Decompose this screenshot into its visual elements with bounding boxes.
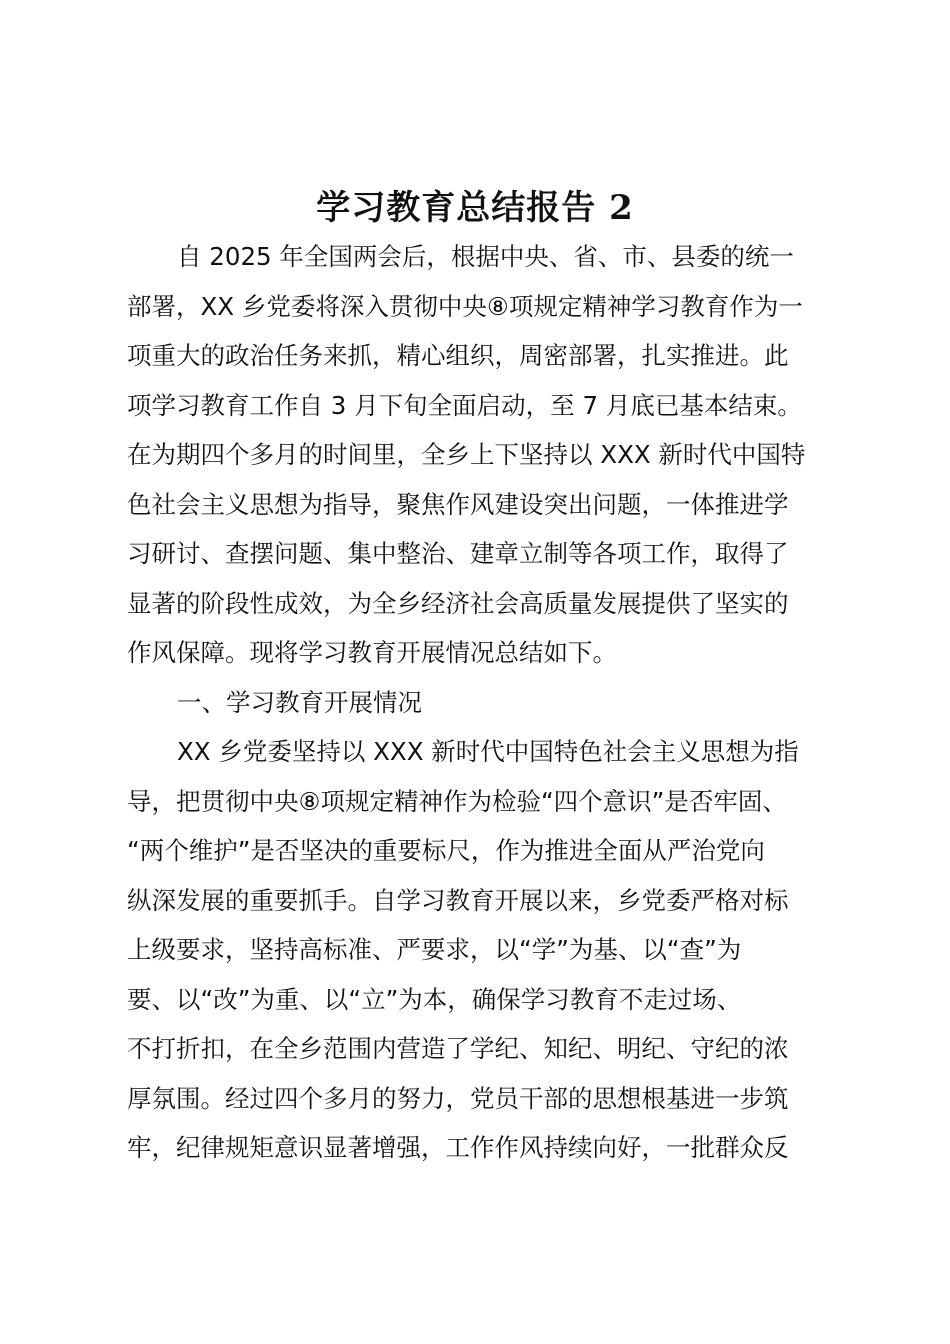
paragraph-line: XX 乡党委坚持以 XXX 新时代中国特色社会主义思想为指 [177, 737, 799, 766]
paragraph-line: 自 2025 年全国两会后，根据中央、省、市、县委的统一 [177, 242, 794, 271]
paragraph-line: 在为期四个多月的时间里，全乡上下坚持以 XXX 新时代中国特 [127, 440, 806, 469]
paragraph-line: 纵深发展的重要抓手。自学习教育开展以来，乡党委严格对标 [127, 885, 789, 915]
paragraph-line: “两个维护”是否坚决的重要标尺，作为推进全面从严治党向 [127, 836, 765, 865]
paragraph-line: 不打折扣，在全乡范围内营造了学纪、知纪、明纪、守纪的浓 [127, 1034, 789, 1063]
paragraph-line: 厚氛围。经过四个多月的努力，党员干部的思想根基进一步筑 [127, 1083, 789, 1113]
paragraph-line: 作风保障。现将学习教育开展情况总结如下。 [127, 638, 617, 667]
paragraph-line: 要、以“改”为重、以“立”为本，确保学习教育不走过场、 [127, 984, 742, 1014]
section-heading: 一、学习教育开展情况 [177, 687, 422, 717]
paragraph-line: 习研讨、查摆问题、集中整治、建章立制等各项工作，取得了 [127, 539, 789, 568]
paragraph-line: 牢，纪律规矩意识显著增强，工作作风持续向好，一批群众反 [127, 1133, 789, 1162]
paragraph-line: 显著的阶段性成效，为全乡经济社会高质量发展提供了坚实的 [127, 588, 789, 618]
paragraph-line: 部署，XX 乡党委将深入贯彻中央⑧项规定精神学习教育作为一 [127, 291, 803, 321]
paragraph-line: 导，把贯彻中央⑧项规定精神作为检验“四个意识”是否牢固、 [127, 786, 787, 816]
paragraph-line: 项学习教育工作自 3 月下旬全面启动，至 7 月底已基本结束。 [127, 390, 802, 420]
paragraph-line: 项重大的政治任务来抓，精心组织，周密部署，扎实推进。此 [127, 341, 789, 370]
paragraph-line: 上级要求，坚持高标准、严要求，以“学”为基、以“查”为 [127, 935, 742, 964]
document-body [127, 232, 835, 1173]
paragraph-line: 色社会主义思想为指导，聚焦作风建设突出问题，一体推进学 [127, 489, 789, 519]
document-title: 学习教育总结报告 2 [316, 188, 634, 228]
